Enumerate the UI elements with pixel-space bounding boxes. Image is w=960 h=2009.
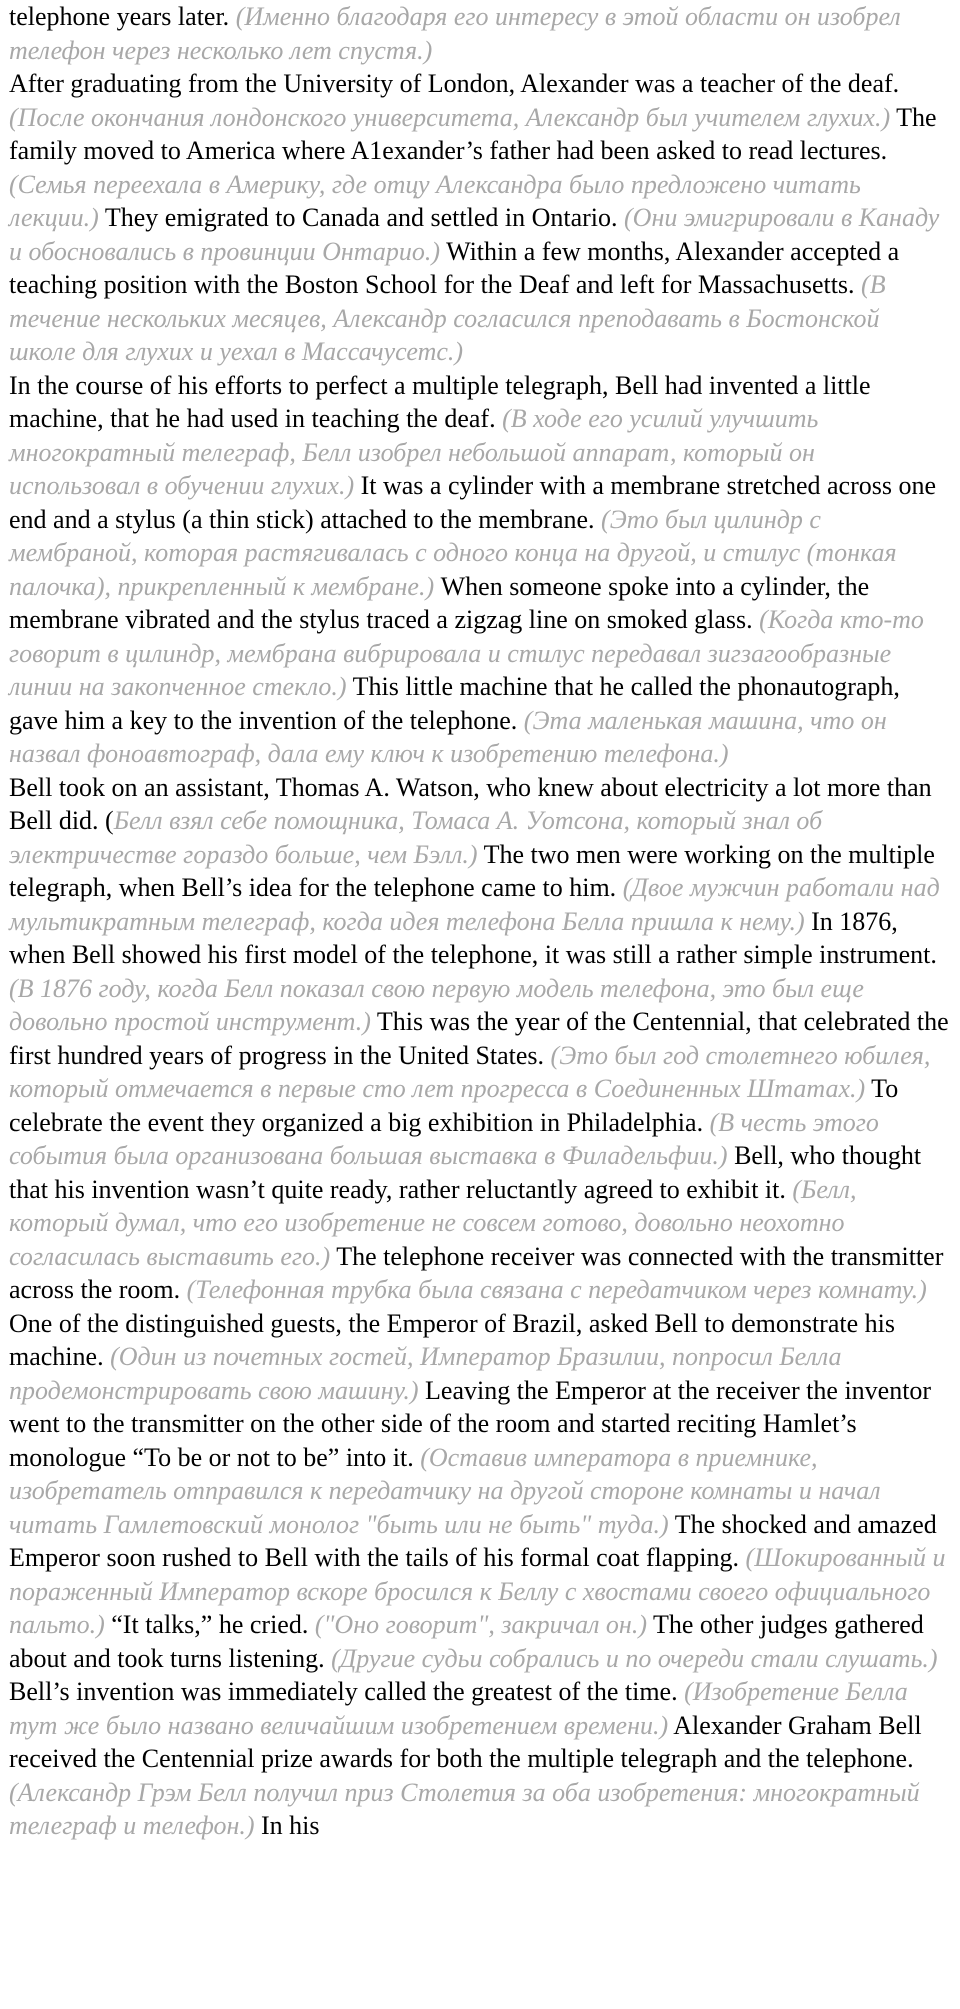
russian-translation-text: (В 1876 году, когда Белл показал свою первую модель телефона, это был еще довольно простой инструмент.)	[9, 973, 864, 1036]
english-text: Leaving the Emperor at the receiver the inventor went to the transmitter on the other side of the room and started reciting Hamlet’s monologue “To be or not to be” into it.	[9, 1375, 932, 1472]
english-text: This little machine that he called the phonautograph, gave him a key to the invention of the telephone.	[9, 672, 900, 735]
russian-translation-text: (Эта маленькая машина, что он назвал фоноавтограф, дала ему ключ к изобретению телефона.)	[9, 705, 887, 768]
russian-translation-text: (Оставив императора в приемнике, изобретатель отправился к передатчику на другой стороне комнаты и начал читать Гамлетовский монолог "быть или не быть" туда.)	[9, 1442, 881, 1539]
russian-translation-text: ("Оно говорит", закричал он.)	[314, 1610, 647, 1639]
russian-translation-text: (В ходе его усилий улучшить многократный телеграф, Белл изобрел небольшой аппарат, который он использовал в обучении глухих.)	[9, 404, 819, 500]
english-text: Within a few months, Alexander accepted a teaching position with the Boston School for the Deaf and left for Massachusetts.	[9, 236, 900, 299]
english-text: In 1876, when Bell showed his first model of the telephone, it was still a rather simple instrument.	[9, 906, 937, 969]
english-text: Bell took on an assistant, Thomas A. Watson, who knew about electricity a lot more than Bell did. (	[9, 772, 932, 835]
english-text: In his	[254, 1811, 320, 1840]
russian-translation-text: (Когда кто-то говорит в цилиндр, мембрана вибрировала и стилус передавал зигзагообразные линии на закопченное стекло.)	[9, 605, 924, 701]
russian-translation-text: (Шокированный и пораженный Император вскоре бросился к Беллу с хвостами своего официального пальто.)	[9, 1543, 946, 1639]
russian-translation-text: (Семья переехала в Америку, где отцу Александра было предложено читать лекции.)	[9, 169, 861, 232]
russian-translation-text: (Это был год столетнего юбилея, который отмечается в первые сто лет прогресса в Соединенных Штатах.)	[9, 1040, 931, 1103]
paragraph	[9, 369, 951, 771]
russian-translation-text: (В течение нескольких месяцев, Александр согласился преподавать в Бостонской школе для глухих и уехал в Массачусетс.)	[9, 270, 886, 366]
english-text: The family moved to America where A1exander’s father had been asked to read lectures.	[9, 102, 937, 165]
english-text: They emigrated to Canada and settled in Ontario.	[98, 203, 625, 232]
english-text: To celebrate the event they organized a big exhibition in Philadelphia.	[9, 1074, 899, 1137]
russian-translation-text: (В честь этого события была организована большая выставка в Филадельфии.)	[9, 1107, 879, 1170]
russian-translation-text: (Белл, который думал, что его изобретение не совсем готово, довольно неохотно согласилась выставить его.)	[9, 1174, 857, 1271]
english-text: Bell, who thought that his invention wasn’t quite ready, rather reluctantly agreed to exhibit it.	[9, 1141, 922, 1204]
english-text: This was the year of the Centennial, that celebrated the first hundred years of progress in the United States.	[9, 1007, 949, 1070]
russian-translation-text: (Именно благодаря его интересу в этой области он изобрел телефон через несколько лет спустя.)	[9, 2, 901, 65]
russian-translation-text: (Двое мужчин работали над мультикратным телеграф, когда идея телефона Белла пришла к нему.)	[9, 873, 940, 936]
russian-translation-text: (Изобретение Белла тут же было названо величайшим изобретением времени.)	[9, 1677, 908, 1740]
english-text: When someone spoke into a cylinder, the membrane vibrated and the stylus traced a zigzag line on smoked glass.	[9, 571, 870, 634]
russian-translation-text: Белл взял себе помощника, Томаса А. Уотсона, который знал об электричестве гораздо больше, чем Бэлл.)	[9, 806, 823, 869]
english-text: The shocked and amazed Emperor soon rushed to Bell with the tails of his formal coat flapping.	[9, 1509, 937, 1572]
english-text: In the course of his efforts to perfect a multiple telegraph, Bell had invented a little machine, that he had used in teaching the deaf.	[9, 370, 871, 433]
english-text: After graduating from the University of London, Alexander was a teacher of the deaf.	[9, 69, 900, 98]
english-text: “It talks,” he cried.	[104, 1610, 315, 1639]
english-text: It was a cylinder with a membrane stretched across one end and a stylus (a thin stick) attached to the membrane.	[9, 471, 936, 534]
paragraph	[9, 67, 951, 369]
russian-translation-text: (Другие судьи собрались и по очереди стали слушать.)	[331, 1643, 938, 1673]
paragraph	[9, 771, 951, 1307]
english-text: Bell’s invention was immediately called the greatest of the time.	[9, 1677, 685, 1706]
paragraph	[9, 1307, 951, 1843]
english-text: The two men were working on the multiple telegraph, when Bell’s idea for the telephone came to him.	[9, 839, 935, 902]
russian-translation-text: (Телефонная трубка была связана с передатчиком через комнату.)	[186, 1275, 927, 1304]
russian-translation-text: (После окончания лондонского университета, Александр был учителем глухих.)	[9, 102, 891, 132]
russian-translation-text: (Они эмигрировали в Канаду и обосновались в провинции Онтарио.)	[9, 203, 940, 266]
russian-translation-text: (Это был цилиндр с мембраной, которая растягивалась с одного конца на другой, и стилус (тонкая палочка), прикрепленный к мембране.)	[9, 504, 897, 601]
english-text: The other judges gathered about and took turns listening.	[9, 1610, 924, 1673]
english-text: The telephone receiver was connected with the transmitter across the room.	[9, 1241, 944, 1304]
english-text: telephone years later.	[9, 2, 236, 31]
english-text: Alexander Graham Bell received the Centennial prize awards for both the multiple telegraph and the telephone.	[9, 1710, 922, 1773]
russian-translation-text: (Александр Грэм Белл получил приз Столетия за оба изобретения: многократный телеграф и телефон.)	[9, 1777, 920, 1840]
paragraph	[9, 0, 951, 67]
english-text: One of the distinguished guests, the Emperor of Brazil, asked Bell to demonstrate his machine.	[9, 1308, 895, 1371]
russian-translation-text: (Один из почетных гостей, Император Бразилии, попросил Белла продемонстрировать свою машину.)	[9, 1342, 842, 1405]
